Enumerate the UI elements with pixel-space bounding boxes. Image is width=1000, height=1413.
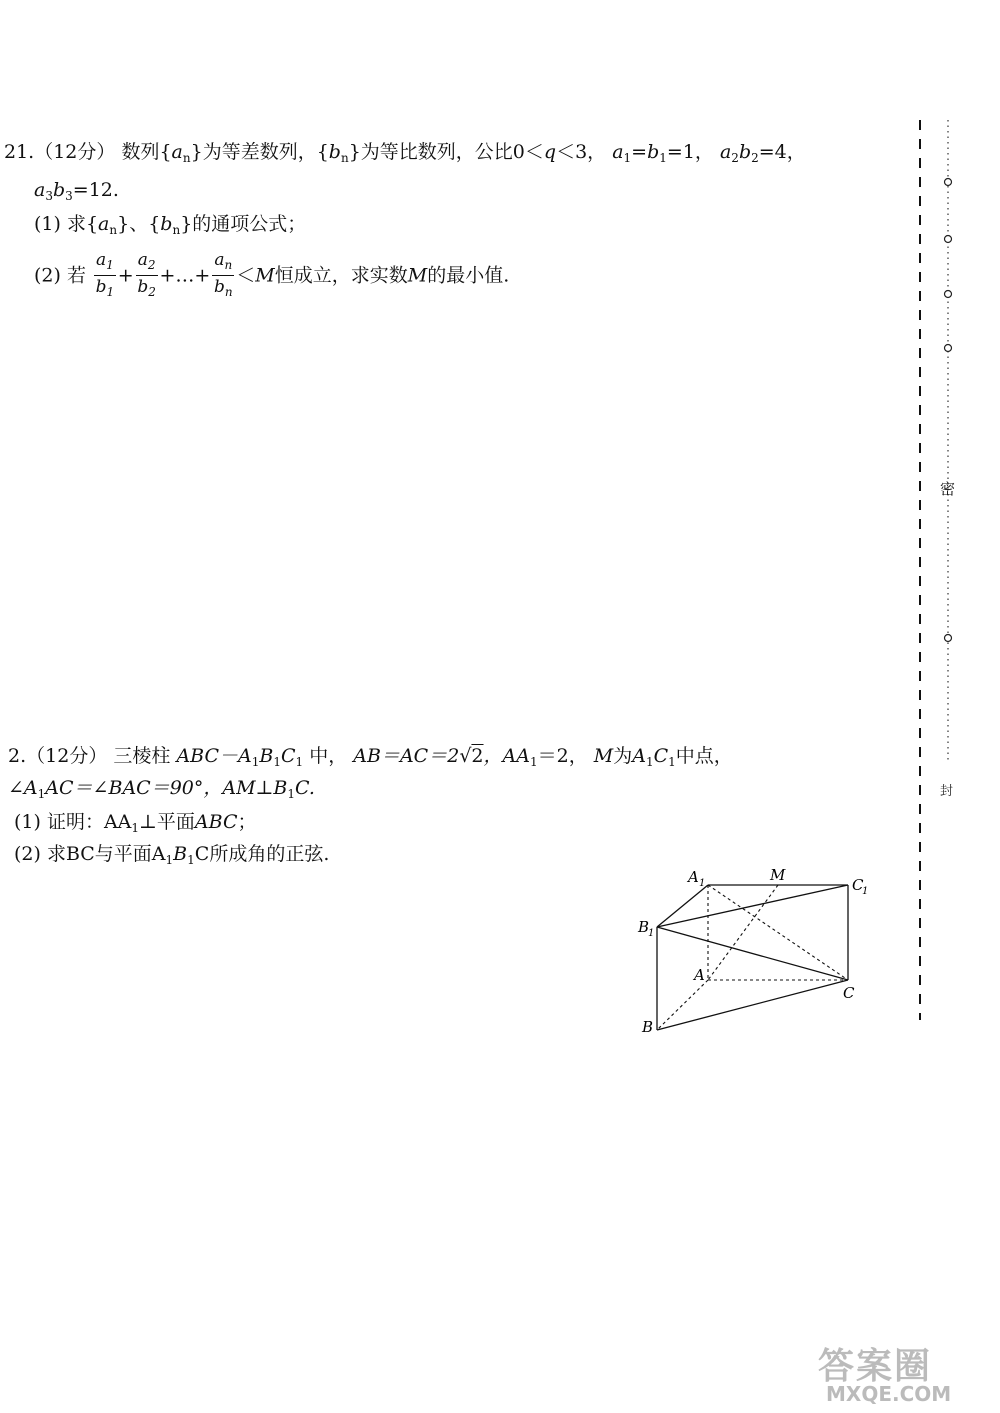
svg-text:1: 1 [648, 928, 655, 939]
frac-a1-b1: $\frac{a_1}{b_1}$ [95, 250, 115, 299]
edge-a-b [657, 980, 708, 1030]
label-a: A [694, 966, 705, 984]
frac-an-bn: $\frac{a_n}{b_n}$ [213, 250, 233, 299]
q21-stem-line1: 21.（12分） 数列$\{a_n\}$为等差数列，$\{b_n\}$为等比数列，公比0＜q＜3， $a_1=b_1=1$， $a_2b_2=4$， [4, 141, 806, 165]
q21-number: 21. [4, 141, 35, 163]
q21-part1: (1) 求$\{a_n\}$、$\{b_n\}$的通项公式； [34, 213, 307, 237]
svg-text:1: 1 [699, 878, 706, 889]
binding-hole [945, 345, 952, 352]
watermark-url: MXQE.COM [826, 1382, 952, 1406]
edge-a1-c [708, 885, 848, 980]
svg-text:1: 1 [862, 886, 869, 897]
watermark-brand: 答案圈 [818, 1346, 933, 1387]
q21-part2: (2) 若 $\frac{a_1}{b_1}$ + $\frac{a_2}{b_2}$ +…+ $\frac{a_n}{b_n}$ ＜M恒成立，求实数M的最小值. [34, 250, 509, 303]
label-c: C [843, 984, 855, 1002]
watermark [818, 1338, 952, 1406]
label-b: B [642, 1018, 654, 1036]
binding-hole [945, 236, 952, 243]
edge-b1-c [657, 927, 848, 980]
edge-b-c [657, 980, 848, 1030]
segment-a-m [708, 885, 778, 980]
q22-score: （12分） [26, 745, 108, 767]
frac-a2-b2: $\frac{a_2}{b_2}$ [137, 250, 156, 299]
binding-mark: 封 [940, 784, 954, 799]
q22-part1: (1) 证明：$AA_1\perp$平面ABC； [14, 811, 257, 835]
q22-stem-line2: $\angle A_1AC=\angle BAC=90^\circ$，$AM\perp B_1C$. [8, 777, 315, 801]
q22-number: 2. [8, 745, 27, 767]
label-m: M [770, 866, 786, 884]
q22-part2: (2) 求BC与平面$A_1B_1C$所成角的正弦. [14, 843, 330, 867]
label-b1: B [638, 918, 650, 936]
edge-b1-c1 [657, 885, 848, 927]
q21-score: （12分） [34, 141, 116, 163]
seal-mark: 密 [940, 480, 956, 498]
q21-stem-line2: $a_3b_3=12$. [34, 179, 119, 203]
label-c1: C [852, 876, 864, 894]
binding-hole [945, 179, 952, 186]
q22-stem-line1: 2.（12分） 三棱柱 $ABC-A_1B_1C_1$ 中， AB＝AC＝2√2，$AA_1=2$， M为$A_1C_1$中点， [8, 745, 733, 769]
binding-hole [945, 635, 952, 642]
label-a1: A [688, 868, 699, 886]
prism-figure [630, 860, 880, 1040]
binding-hole [945, 291, 952, 298]
binding-margin [890, 110, 980, 1030]
edge-a1-b1 [657, 885, 708, 927]
